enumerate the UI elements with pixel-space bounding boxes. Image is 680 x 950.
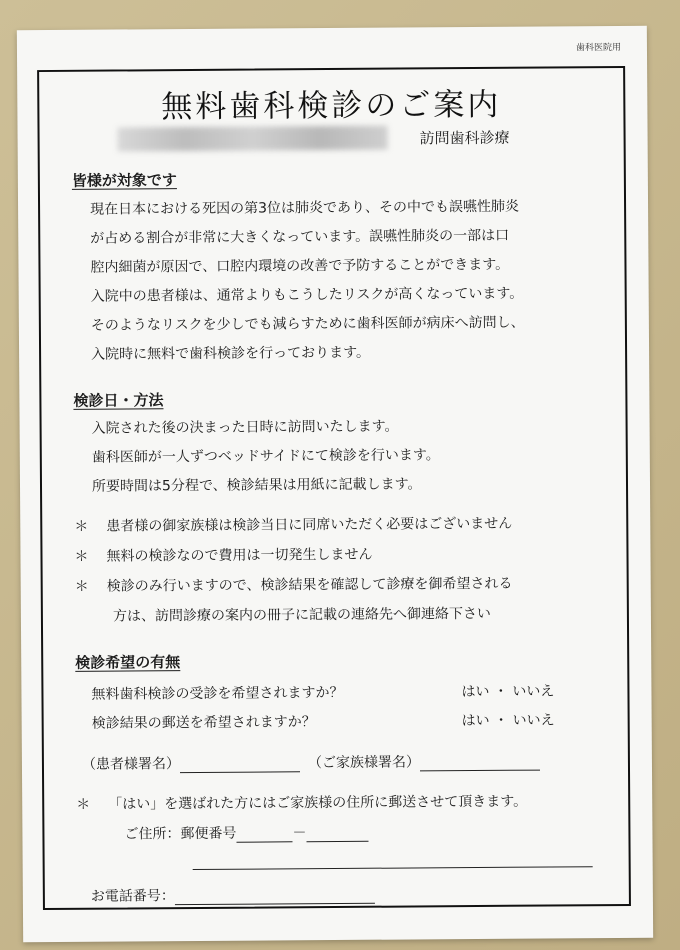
family-signature-field[interactable] [420,756,540,772]
asterisk-icon: ＊ [74,548,89,565]
phone-field[interactable] [175,889,375,905]
question-row [91,680,591,703]
note-item: ＊ 検診のみ行いますので、検診結果を確認して診療を御希望される [74,575,513,595]
note-item: ＊ 患者様の御家族様は検診当日に同席いただく必要はございません [74,515,513,535]
redacted-clinic-name [118,126,388,152]
section-heading-preference: 検診希望の有無 [75,653,181,672]
section-heading-target: 皆様が対象です [71,171,177,190]
asterisk-icon: ＊ [74,578,89,595]
document-subtitle: 訪問歯科診療 [419,128,510,148]
paragraph-line: 入院時に無料で歯科検診を行っております。 [91,344,371,363]
paragraph-line: 所要時間は5分程で、検診結果は用紙に記載します。 [91,476,422,495]
address-row [124,822,368,844]
phone-row [91,884,375,906]
question-row [92,709,592,732]
question-text: 無料歯科検診の受診を希望されますか？ [91,684,344,703]
paper-sheet [17,26,653,942]
paragraph-line: 現在日本における死因の第3位は肺炎であり、その中でも誤嚥性肺炎 [90,198,520,218]
section-method-body [92,411,613,502]
paragraph-line: そのようなリスクを少しでも減らすために歯科医師が病床へ訪問し、 [90,314,525,334]
yes-no-choice[interactable]: はい ・ いいえ [461,712,555,730]
postal-code-field-2[interactable] [306,827,368,842]
question-text: 検診結果の郵送を希望されますか？ [91,714,316,732]
paragraph-line: 歯科医師が一人ずつベッドサイドにて検診を行います。 [91,447,440,466]
paragraph-line: 入院された後の決まった日時に訪問いたします。 [91,418,399,437]
signature-row [82,751,540,774]
section-heading-method: 検診日・方法 [73,391,164,410]
patient-signature-field[interactable] [180,757,300,773]
document-frame [37,66,631,910]
asterisk-icon: ＊ [76,796,91,813]
note-item: ＊ 無料の検診なので費用は一切発生しません [74,546,373,565]
family-signature-label: （ご家族様署名） [307,754,421,772]
yes-no-choice[interactable]: はい ・ いいえ [461,683,555,701]
paragraph-line: 入院中の患者様は、通常よりもこうしたリスクが高くなっています。 [90,285,524,305]
phone-label: お電話番号： [90,888,175,905]
note-continuation: 方は、訪問診療の案内の冊子に記載の連絡先へ御連絡下さい [112,605,491,625]
paragraph-line: 腔内細菌が原因で、口腔内環境の改善で予防することができます。 [90,256,510,276]
corner-label: 歯科医院用 [575,42,621,54]
document-title: 無料歯科検診のご案内 [161,86,502,126]
asterisk-icon: ＊ [74,518,89,535]
postal-dash: － [292,825,307,842]
postal-code-field-1[interactable] [236,827,292,842]
address-field[interactable] [193,866,593,870]
paragraph-line: が占める割合が非常に大きくなっています。誤嚥性肺炎の一部は口 [90,227,510,247]
address-label: ご住所：郵便番号 [124,825,237,843]
patient-signature-label: （患者様署名） [81,756,181,773]
section-target-body [90,192,611,370]
mail-note: ＊ 「はい」を選ばれた方にはご家族様の住所に郵送させて頂きます。 [76,793,528,813]
